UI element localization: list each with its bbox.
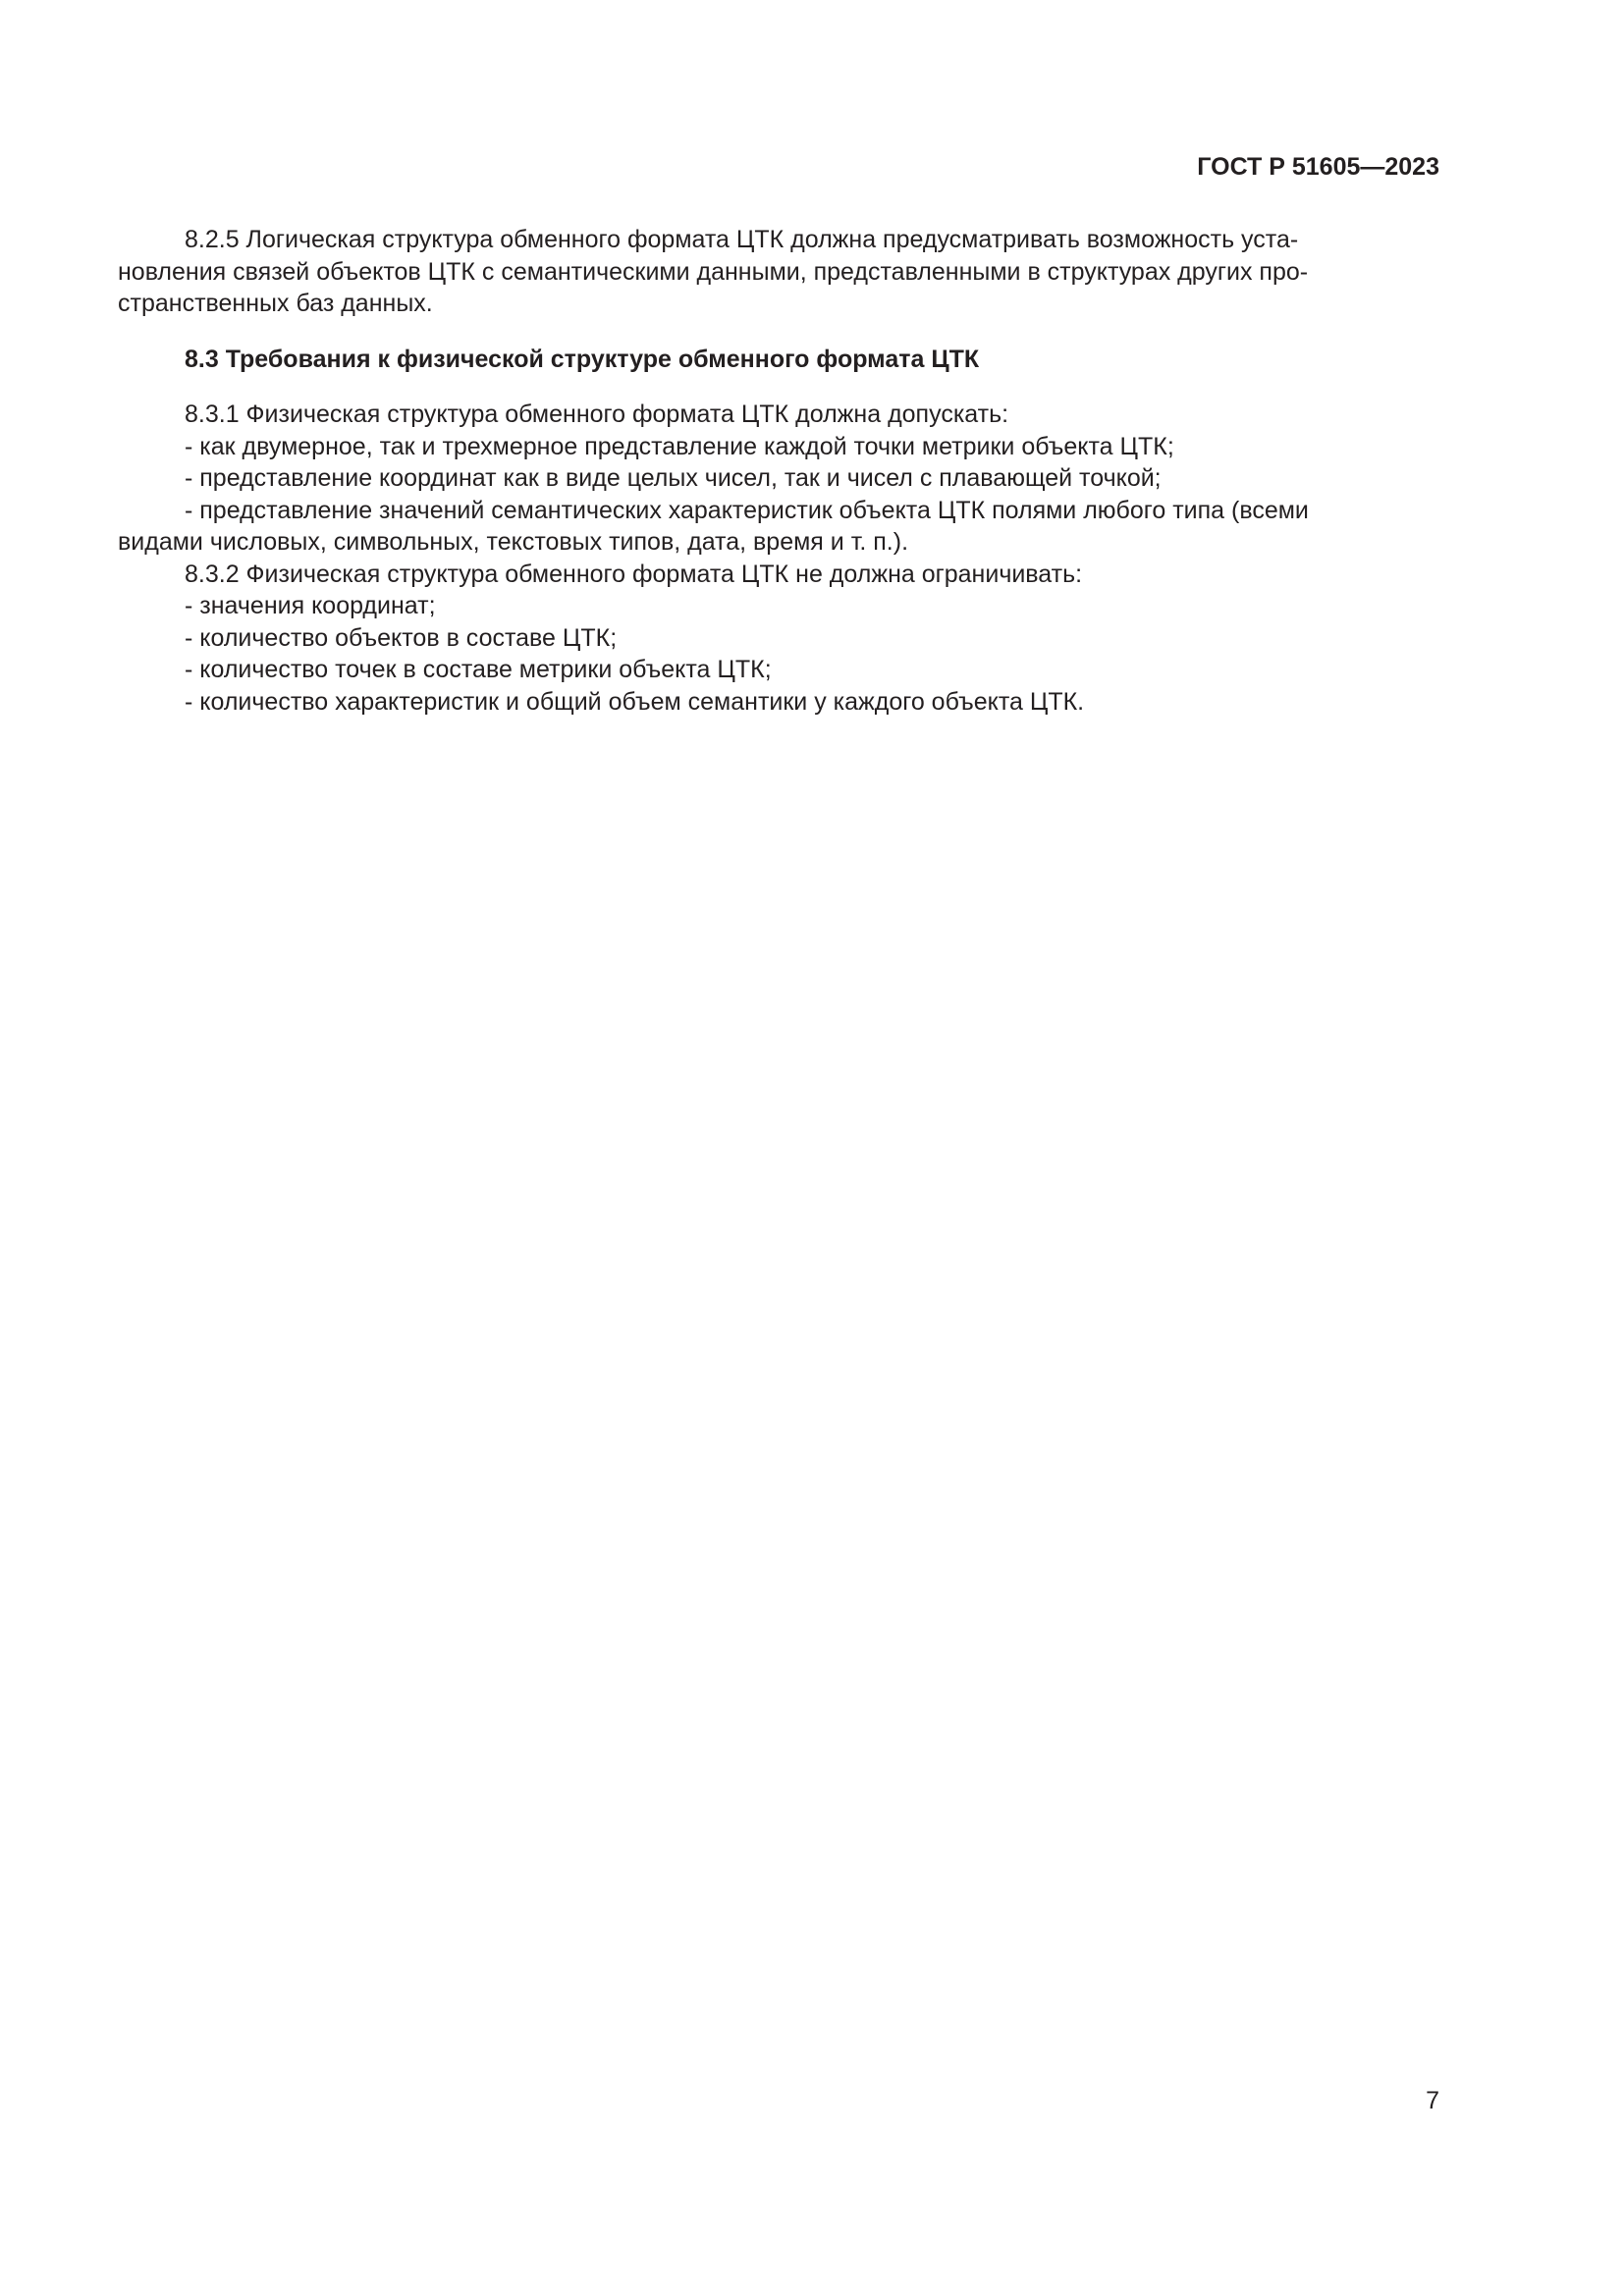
list-item: - представление значений семантических характеристик объекта ЦТК полями любого типа (всеми xyxy=(185,496,1309,524)
clause-line: 8.2.5 Логическая структура обменного формата ЦТК должна предусматривать возможность уста- xyxy=(185,226,1299,253)
clause-intro: 8.3.1 Физическая структура обменного формата ЦТК должна допускать: xyxy=(185,400,1009,428)
list-item: - значения координат; xyxy=(185,592,436,619)
list-item: - как двумерное, так и трехмерное представление каждой точки метрики объекта ЦТК; xyxy=(185,432,1174,460)
section-heading-8-3: 8.3 Требования к физической структуре обменного формата ЦТК xyxy=(185,345,980,373)
document-body xyxy=(118,224,1439,718)
list-item-continuation: видами числовых, символьных, текстовых типов, дата, время и т. п.). xyxy=(118,528,909,556)
list-item: - количество точек в составе метрики объекта ЦТК; xyxy=(185,656,772,683)
clause-line: новления связей объектов ЦТК с семантическими данными, представленными в структурах других про- xyxy=(118,257,1309,286)
document-code: ГОСТ Р 51605—2023 xyxy=(1197,153,1439,181)
list-item: - количество объектов в составе ЦТК; xyxy=(185,623,618,652)
list-item: - количество характеристик и общий объем семантики у каждого объекта ЦТК. xyxy=(185,687,1085,716)
clause-8-3-1 xyxy=(118,399,1439,559)
clause-8-2-5 xyxy=(118,224,1439,320)
clause-intro: 8.3.2 Физическая структура обменного формата ЦТК не должна ограничивать: xyxy=(185,560,1083,588)
clause-8-3-2 xyxy=(118,559,1439,719)
clause-line: странственных баз данных. xyxy=(118,290,433,317)
page-number: 7 xyxy=(1426,2087,1439,2114)
list-item: - представление координат как в виде целых чисел, так и чисел с плавающей точкой; xyxy=(185,464,1162,492)
